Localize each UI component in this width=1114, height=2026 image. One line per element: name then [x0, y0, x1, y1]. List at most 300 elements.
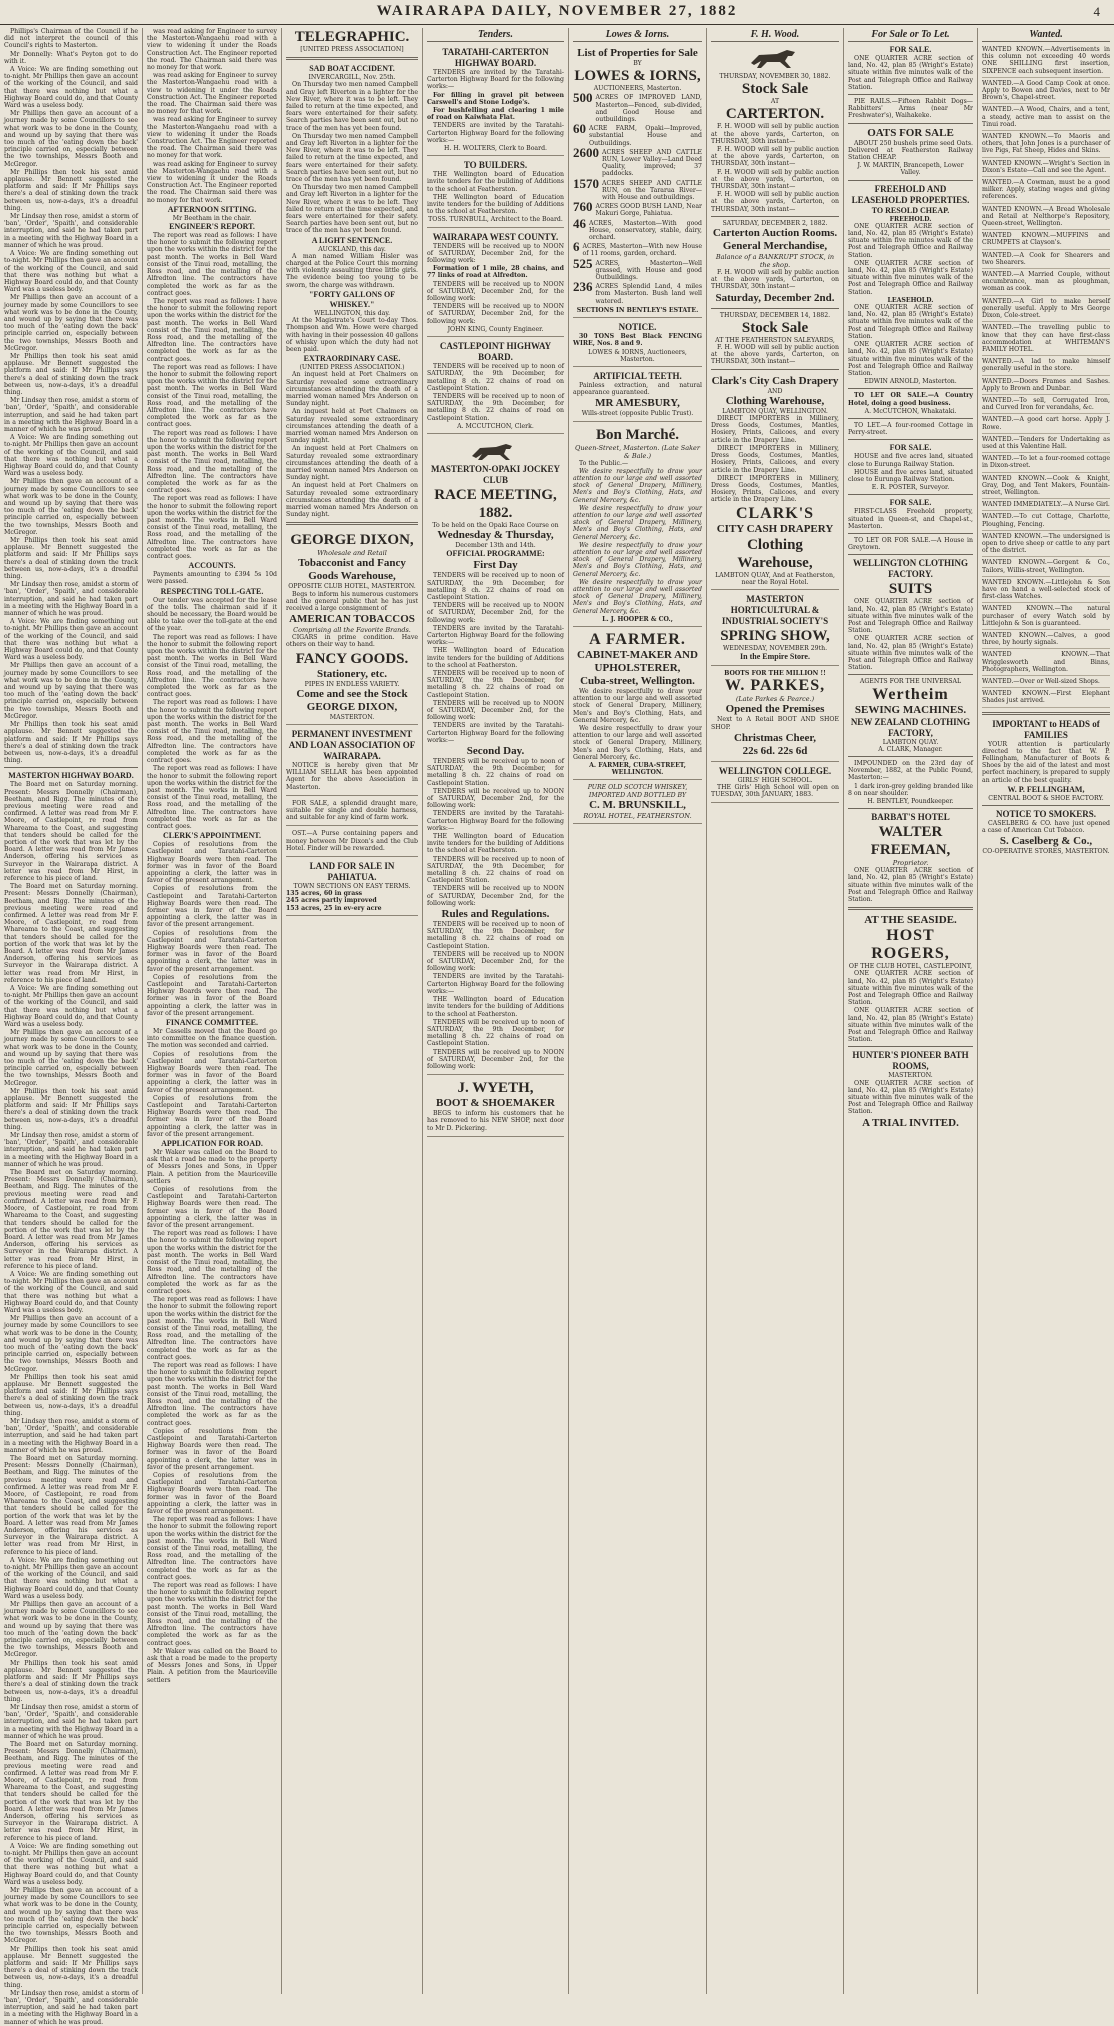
advertisement-parkes [711, 668, 839, 762]
paragraph: Mr Phillips then gave an account of a journey made by some Councillors to see what work was to be done in the County, and wound up by saying that there was too much of the 'eating down the back' principle carried on, especially between the two townships, Messrs Booth and McGregor. [4, 1029, 138, 1087]
ad-headline: CABINET-MAKER AND UPHOLSTERER, [577, 648, 698, 674]
paragraph: TENDERS will be received up to noon of SATURDAY, the 9th December, for metalling 8 ch. 22 chains of road on Castlepoint Station. [427, 363, 564, 392]
ad-headline: SUITS [888, 581, 933, 598]
paragraph: was read asking for Engineer to survey the Masterton-Wangaehu road with a view to widening it under the Roads Construction Act. The Engineer reported the road. The Chairman said there was no money for that work. [147, 160, 277, 204]
paragraph: The report was read as follows: I have the honor to submit the following report upon the works within the district for the past month. The works in Bell Ward consist of the Tinui road, metalling, the Ross road, and the metalling of the Alfredton line. The contractors have completed the work as far as the contract goes. [147, 429, 277, 495]
paragraph: The Board met on Saturday morning. Present: Messrs Donnelly (Chairman), Beetham, and Rigg. The minutes of the previous meeting were read and confirmed. A letter was read from Mr F. Moore, of Castlepoint, re road from Whareama to the Coast, and suggesting that tenders should be called for the portion of the work that was let by the Board. A letter was read from Mr James Anderson, offering his services as Surveyor in the Wairarapa district. A letter was read from Mr Hirst, in reference to his piece of land. [4, 883, 138, 984]
section-subheading: Mr Beetham in the chair. [172, 214, 252, 222]
lot-acreage: 2600 [573, 144, 599, 160]
paragraph: TENDERS will be received up to NOON of SATURDAY, December 2nd, for the following work: [427, 1048, 564, 1070]
paragraph: Begs to inform his numerous customers and the general public that he has just received a large consignment of [286, 590, 418, 612]
paragraph: TO LET.—A four-roomed Cottage in Perry-street. [848, 421, 973, 437]
paragraph: The report was read as follows: I have the honor to submit the following report upon the works within the district for the past month. The works in Bell Ward consist of the Tinui road, metalling, the Ross road, and the metalling of the Alfredton line. The contractors have completed the work as far as the contract goes. [147, 1230, 277, 1295]
ad-headline: ARTIFICIAL TEETH. [593, 370, 682, 381]
ad-line: TOWN SECTIONS ON EASY TERMS. [293, 883, 411, 891]
wanted-ad: WANTED KNOWN.—A Bread Wholesale and Retail at Nelthorpe's Repository, Queen-street, Wellington. [982, 205, 1110, 231]
paragraph: ONE QUARTER ACRE section of land, No. 42, plan 85 (Wright's Estate) situate within five minutes walk of the Post and Telegraph Office and Railway Station. [848, 1007, 973, 1044]
paragraph: Next to A Retail BOOT AND SHOE SHOP. [711, 716, 839, 731]
ad-line: AT [770, 98, 780, 106]
paragraph: F. H. WOOD will sell by public auction at the above yards, Carterton, on THURSDAY, 30th instant— [711, 191, 839, 213]
column-3 [282, 28, 423, 1994]
ad-line: FREEHOLD. [889, 215, 932, 223]
paragraph: TENDERS are invited by the Taratahi-Carterton Highway Board for the following works:— [427, 973, 564, 995]
land-lot: 153 acres, 25 in ev-ery acre [286, 904, 382, 912]
paragraph: For bushfelling and clearing 1 mile of road on Kaiwhata Flat. [427, 107, 564, 122]
paragraph: A Voice: We are finding something out to-night. Mr Phillips then gave an account of the working of the Council, and said that there was nothing but what a Highway Board could do, and that County Ward was a useless body. [4, 618, 138, 662]
ad-signature: A. MCCUTCHON, Clerk. [457, 422, 534, 430]
wanted-ad: WANTED.—A lad to make himself generally useful in the store. [982, 357, 1110, 375]
ad-subtitle: Balance of a BANKRUPT STOCK, in the shop. [715, 253, 835, 270]
paragraph: On Thursday two men named Campbell and Gray left Riverton in a lighter for the New River, where it was to be left. They failed to return at the time expected, and fears were entertained for their safety. Search parties have been sent out, but no trace of the men has yet been found. [286, 81, 418, 132]
paragraph: Mr Lindsay then rose, amidst a storm of 'ban', 'Order', 'Spaith', and considerable interruption, and said he had taken part in a meeting with the Highway Board in a manner of which he was proud. [4, 213, 138, 249]
advertisement-for-sale [286, 798, 418, 827]
wanted-ad: WANTED.—To sell, Corrugated Iron, and Curved Iron for verandahs, &c. [982, 396, 1110, 414]
ad-headline: IMPORTANT to HEADS of FAMILIES [992, 718, 1100, 740]
ad-line: SECTIONS IN BENTLEY'S ESTATE. [576, 306, 699, 314]
page-number: 4 [1093, 4, 1100, 19]
section-heading: FOR SALE. [889, 45, 932, 54]
sale-date: THURSDAY, NOVEMBER 30, 1882. [719, 73, 831, 80]
paragraph: Mr Phillips then gave an account of a journey made by some Councillors to see what work was to be done in the County, and wound up by saying that there was too much of the 'eating down the back' principle carried on, especially between the two townships, Messrs Booth and McGregor. [4, 1601, 138, 1659]
paragraph: IMPOUNDED on the 23rd day of November, 1882, at the Public Pound, Masterton:— [848, 760, 973, 782]
ad-line: AGENTS FOR THE UNIVERSAL [859, 678, 962, 686]
wanted-ad: WANTED.—Doors Frames and Sashes. Apply to Brown and Dunbar. [982, 377, 1110, 395]
paragraph: TENDERS are invited by the Taratahi-Carterton Highway Board for the following works:— [427, 69, 564, 91]
paragraph: DIRECT IMPORTERS in Millinery, Dress Goods, Costumes, Mantles, Hosiery, Prints, Calicoes, and every article in the Drapery Line. [711, 474, 839, 504]
wanted-ad: WANTED KNOWN.—Littlejohn & Son have on hand a well-selected stock of first-class Watches. [982, 578, 1110, 604]
lot-description: ACRE FARM, Opaki—Improved, substantial House and Outbuildings. [589, 125, 702, 147]
ad-headline: A TRIAL INVITED. [862, 1116, 959, 1129]
paragraph: The Board met on Saturday morning. Present: Messrs Donnelly (Chairman), Beetham, and Rigg. The minutes of the previous meeting were read and confirmed. A letter was read from Mr F. Moore, of Castlepoint, re road from Whareama to the Coast, and suggesting that tenders should be called for the portion of the work that was let by the Board. A letter was read from Mr James Anderson, offering his services as Surveyor in the Wairarapa district. A letter was read from Mr Hirst, in reference to his piece of land. [4, 1740, 138, 1842]
paragraph: An inquest held at Port Chalmers on Saturday revealed some extraordinary circumstances attending the death of a married woman named Mrs Anderson on Sunday night. [286, 445, 418, 482]
wanted-ad: WANTED KNOWN.—Cook & Knight, Gray, Dog, and Tent Makers, Fountain-street, Wellington. [982, 474, 1110, 500]
section-subheading: [UNITED PRESS ASSOCIATION] [300, 46, 404, 53]
ad-signature: H. BENTLEY, Poundkeeper. [867, 798, 954, 806]
paragraph: A Voice: We are finding something out to-night. Mr Phillips then gave an account of the working of the Council, and said that there was nothing but what a Highway Board could do, and that County Ward was a useless body. [4, 66, 138, 110]
paragraph: A Voice: We are finding something out to-night. Mr Phillips then gave an account of the working of the Council, and said that there was nothing but what a Highway Board could do, and that County Ward was a useless body. [4, 434, 138, 478]
advertiser-name: Clark's City Cash Drapery [711, 374, 839, 387]
paragraph: Mr Phillips then gave an account of a journey made by some Councillors to see what work was to be done in the County, and wound up by saying that there was too much of the 'eating down the back' principle carried on, especially between the two townships, Messrs Booth and McGregor. [4, 1886, 138, 1945]
section-heading: EXTRAORDINARY CASE. [303, 354, 401, 364]
ad-headline: SEWING MACHINES. [854, 703, 967, 716]
paragraph: TENDERS will be received up to noon of SATURDAY, the 9th December, for metalling 8 ch. 22 chains of road on Castlepoint Station. [427, 921, 564, 950]
paragraph: Mr Cassells moved that the Board go into committee on the finance question. The motion was seconded and carried. [147, 1028, 277, 1050]
paragraph: Copies of resolutions from the Castlepoint and Taratahi-Carterton Highway Boards were then read. The former was in favor of the Board appointing a clerk, the latter was in favor of the present arrangement. [147, 1050, 277, 1094]
paragraph: TENDERS will be received up to noon of SATURDAY, the 9th December, for metalling 8 ch. 22 chains of road on Castlepoint Station. [427, 392, 564, 422]
ad-line: PURE OLD SCOTCH WHISKEY, IMPORTED AND BOTTLED BY [587, 784, 688, 799]
property-lot [573, 175, 702, 202]
paragraph: THE Wellington board of Education invite tenders for the building of Additions to the school at Featherston. [427, 171, 564, 193]
sale-date: THURSDAY, DECEMBER 14, 1882. [719, 311, 831, 319]
ad-headline: Carterton Auction Rooms. [712, 227, 838, 240]
lot-acreage: 500 [573, 90, 593, 106]
horse-icon [743, 45, 807, 71]
property-lot [573, 90, 702, 124]
ad-headline: Clothing Warehouse, [737, 536, 813, 571]
paragraph: Copies of resolutions from the Castlepoint and Taratahi-Carterton Highway Boards were then read. The former was in favor of the Board appointing a clerk, the latter was in favor of the present arrangement. [147, 885, 277, 929]
ad-subtitle: CENTRAL BOOT & SHOE FACTORY. [988, 794, 1104, 802]
paragraph: We desire respectfully to draw your attention to our large and well assorted stock of General Drapery, Millinery, Men's and Boy's Clothing, Hats, and General Mercery, &c. [573, 578, 702, 615]
advertisement-college [711, 764, 839, 804]
paragraph: THE Wellington board of Education invite tenders for the building of Additions to the school at Featherston. [427, 193, 564, 216]
ad-line: In the Empire Store. [740, 652, 810, 662]
paragraph: ONE QUARTER ACRE section of land, No. 42, plan 85 (Wright's Estate) situate within five minutes walk of the Post and Telegraph Office and Railway Station. [848, 304, 973, 340]
lot-description: ACRES SHEEP AND CATTLE RUN, Lower Valley—Land Deed Quality, improved; 37 paddocks. [602, 148, 702, 178]
advertisement-bon-marche [573, 424, 702, 627]
paragraph: The report was read as follows: I have the honor to submit the following report upon the works within the district for the past month. The works in Bell Ward consist of the Tinui road, metalling, the Ross road, and the metalling of the Alfredton line. The contractors have completed the work as far as the contract goes. [147, 1516, 277, 1581]
lot-description: ACRES, Masterton—With new House of 11 rooms, garden, orchard. [582, 243, 702, 258]
paragraph: ONE QUARTER ACRE section of land, No. 42, plan 85 (Wright's Estate) situate within five minutes walk of the Post and Telegraph Office and Railway Station. [848, 55, 973, 91]
paragraph: ONE QUARTER ACRE section of land, No. 42, plan 85 (Wright's Estate) situate within five minutes walk of the Post and Telegraph Office and Railway Station. [848, 1079, 973, 1116]
ad-line: WEDNESDAY, NOVEMBER 29th. [722, 644, 828, 652]
ad-subtitle: Comprising all the Favorite Brands. [293, 626, 411, 635]
ad-headline: Second Day. [466, 745, 525, 757]
paragraph: 1 dark iron-grey gelding branded like 8 on near shoulder. [848, 782, 973, 797]
paragraph: F. H. WOOD will sell by public auction at the above yards, Carterton, on THURSDAY, 30th instant— [711, 168, 839, 191]
section-heading: ENGINEER'S REPORT. [169, 222, 255, 232]
dateline: INVERCARGILL, Nov. 25th. [308, 74, 396, 82]
paragraph: Mr Donnelly: What's Peyton got to do with it. [4, 50, 138, 65]
paragraph: The report was read as follows: I have the honor to submit the following report upon the works within the district for the past month. The works in Bell Ward consist of the Tinui road, metalling, the Ross road, and the metalling of the Alfredton line. The contractors have completed the work as far as the contract goes. [147, 1361, 277, 1427]
ad-headline: WELLINGTON COLLEGE. [718, 765, 832, 776]
ad-headline: SPRING SHOW, [720, 627, 830, 644]
advertisement-race-meeting [427, 436, 564, 1075]
paragraph: We desire respectfully to draw your attention to our large and well assorted stock of General Drapery, Millinery, Men's and Boy's Clothing, Hats, and General Mercery, &c. [573, 725, 702, 761]
ad-signature: EDWIN ARNOLD, Masterton. [864, 378, 957, 386]
ad-subtitle: GIRLS' HIGH SCHOOL. [737, 776, 813, 784]
ad-subtitle: Wholesale and Retail [317, 549, 387, 558]
ad-signature: E. R. POSTER, Surveyor. [871, 484, 950, 492]
column-2 [143, 28, 282, 1994]
advertisement-permanent [286, 727, 418, 796]
advertiser-name: W. PARKES, [724, 677, 826, 695]
ad-headline: PERMANENT INVESTMENT AND LOAN ASSOCIATION OF WAIRARAPA. [288, 729, 416, 761]
ad-headline: Saturday, December 2nd. [715, 291, 835, 304]
paragraph: A man named William Hisler was charged at the Police Court this morning with violently assaulting three little girls. The evidence being too young to be sworn, the charge was withdrawn. [286, 252, 418, 289]
paragraph: The report was read as follows: I have the honor to submit the following report upon the works within the district for the past month. The works in Bell Ward consist of the Tinui road, metalling, the Ross road, and the metalling of the Alfredton line. The contractors have completed the work as far as the contract goes. [147, 1296, 277, 1361]
ad-subtitle: Proprietor. [892, 859, 929, 868]
wanted-ad: WANTED KNOWN.—The undersigned is open to drive sheep or cattle to any part of the district. [982, 532, 1110, 558]
advertisement-lowes-iorns [573, 45, 702, 318]
advertisement-castlepoint [427, 339, 564, 434]
ad-headline: Tobacconist and Fancy Goods Warehouse, [298, 557, 406, 583]
wanted-ad: WANTED KNOWN.—First Elephant Shades just arrived. [982, 689, 1110, 707]
paragraph: On Thursday two men named Campbell and Gray left Riverton in a lighter for the New River, where it was to be left. They failed to return at the time expected, and fears were entertained for their safety. Search parties have been sent out, but no trace of the men has yet been found. [286, 132, 418, 184]
lot-description: ACRES, Masterton—Well grassed, with House and good Outbuildings. [595, 259, 702, 282]
dateline: AUCKLAND, this day. [318, 245, 386, 253]
advertisement-artificial-teeth [573, 369, 702, 422]
ad-subtitle: OF THE CLUB HOTEL, CASTLEPOINT, [848, 963, 973, 971]
paragraph: An inquest held at Port Chalmers on Saturday revealed some extraordinary circumstances attending the death of a married woman named Mrs Anderson on Sunday night. [286, 371, 418, 408]
paragraph: TENDERS will be received up to noon of SATURDAY, the 9th December, for metalling 8 ch. 22 chains of road on Castlepoint Station. [427, 758, 564, 787]
ad-headline: WELLINGTON CLOTHING FACTORY. [852, 558, 969, 580]
advertiser-name: CLARK'S [735, 504, 815, 522]
ad-headline: TO BUILDERS. [463, 160, 528, 171]
ad-address: OPPOSITE CLUB HOTEL, MASTERTON. [288, 583, 416, 591]
advertiser-name: MR AMESBURY, [595, 397, 680, 410]
paragraph: Our tender was accepted for the lease of the tolls. The chairman said if it should be necessary, the Board would be able to take over the toll-gate at the end of the year. [147, 596, 277, 633]
paragraph: Copies of resolutions from the Castlepoint and Taratahi-Carterton Highway Boards were then read. The former was in favor of the Board appointing a clerk, the latter was in favor of the present arrangement. [147, 1471, 277, 1515]
ad-headline: NEW ZEALAND CLOTHING FACTORY, [850, 716, 971, 738]
paragraph: ABOUT 250 bushels prime seed Oats. Delivered at Featherston Railway Station CHEAP. [848, 139, 973, 162]
advertiser-name: GEORGE DIXON, [290, 532, 414, 549]
ad-headline: CITY CASH DRAPERY [716, 522, 834, 535]
property-list [573, 90, 702, 305]
ad-signature: L. J. HOOPER & CO., [602, 615, 673, 623]
paragraph: TENDERS are invited by the Taratahi-Carterton Highway Board for the following works:— [427, 122, 564, 144]
paragraph: TENDERS will be received up to noon of SATURDAY, the 9th December, for metalling 8 ch. 22 chains of road on Castlepoint Station. [427, 855, 564, 885]
paragraph: Mr Phillips then gave an account of a journey made by some Councillors to see what work was to be done in the County, and wound up by saying that there was too much of the 'eating down the back' principle carried on, especially between the two townships, Messrs Booth and McGregor. [4, 1315, 138, 1373]
advertisement-brunskill [573, 782, 702, 823]
wanted-ad: WANTED.—Over or Well-sized Shops. [982, 677, 1110, 688]
paragraph: Copies of resolutions from the Castlepoint and Taratahi-Carterton Highway Boards were then read. The former was in favor of the Board appointing a clerk, the latter was in favor of the present arrangement. [147, 1186, 277, 1230]
ad-headline: Stationery, etc. [317, 667, 387, 680]
paragraph: We desire respectfully to draw your attention to our large and well assorted stock of General Drapery, Millinery, Men's and Boy's Clothing, Hats, and General Mercery, &c. [573, 687, 702, 724]
ad-address: MASTERTON. [329, 713, 375, 721]
paragraph: A Voice: We are finding something out to-night. Mr Phillips then gave an account of the working of the Council, and said that there was nothing but what a Highway Board could do, and that County Ward was a useless body. [4, 1556, 138, 1600]
advertisement-lost-purse [286, 828, 418, 857]
paragraph: ONE QUARTER ACRE section of land, No. 42, plan 85 (Wright's Estate) situate within five minutes walk of the Post and Telegraph Office and Railway Station. [848, 222, 973, 259]
paragraph: Copies of resolutions from the Castlepoint and Taratahi-Carterton Highway Boards were then read. The former was in favor of the Board appointing a clerk, the latter was in favor of the present arrangement. [147, 973, 277, 1017]
ad-signature: LOWES & IORNS, Auctioneers, Masterton. [588, 348, 687, 363]
advertisement-spring-show [711, 592, 839, 666]
ad-headline: Clothing Warehouse, [725, 394, 825, 407]
column-8 [978, 28, 1114, 1994]
paragraph: Mr Waker was called on the Board to ask that a road be made to the property of Messrs Jones and Sons, in Upper Plain. A petition from the Mauriceville settlers [147, 1149, 277, 1185]
ad-signature: A. McCUTCHON, Whakataki. [864, 407, 957, 415]
paragraph: TO LET OR SALE.—A Country Hotel, doing a good business. [848, 392, 973, 407]
paragraph: Mr Lindsay then rose, amidst a storm of 'ban', 'Order', 'Spaith', and considerable interruption, and said he had taken part in a meeting with the Highway Board in a manner of which he was proud. [4, 1417, 138, 1454]
dateline: WELLINGTON, this day. [314, 309, 390, 317]
property-lot [573, 279, 702, 305]
paragraph: TENDERS will be received up to noon of SATURDAY, the 9th December, for metalling 8 ch. 22 chains of road on Castlepoint Station. [427, 669, 564, 699]
paragraph: Payments amounting to £394 5s 10d were passed. [147, 571, 277, 586]
lot-acreage: 525 [573, 255, 593, 271]
paragraph: ONE QUARTER ACRE section of land, No. 42, plan 85 (Wright's Estate) situate within five minutes walk of the Post and Telegraph Office and Railway Station. [848, 598, 973, 635]
paragraph: An inquest held at Port Chalmers on Saturday revealed some extraordinary circumstances attending the death of a married woman named Mrs Anderson on Sunday night. [286, 408, 418, 445]
section-heading: FOR SALE. [889, 443, 932, 453]
lot-description: ACRES SHEEP AND CATTLE RUN, on the Tararua River—with House and outbuildings. [602, 179, 702, 202]
ad-address: ROYAL HOTEL, FEATHERSTON. [583, 811, 692, 820]
advertiser-name: C. M. BRUNSKILL, [589, 798, 686, 811]
paragraph: Mr Waker was called on the Board to ask that a road be made to the property of Messrs Jones and Sons, in Upper Plain. A petition from the Mauriceville settlers [147, 1647, 277, 1684]
ad-signature: JOHN KING, County Engineer. [447, 325, 544, 333]
paragraph: YOUR attention is particularly directed to the fact that W. P. Fellingham, Manufacturer of Boots & Shoes by the aid of the latest and most perfect machinery, is prepared to supply an article of the best quality. [982, 740, 1110, 784]
paragraph: Mr Phillips then took his seat amid applause. Mr Bennett suggested the platform and said: If Mr Phillips says there's a deal of stinking down the track between us, now-a-days, it's a dreadful thing. [4, 1945, 138, 1989]
ad-line: PIPES IN ENDLESS VARIETY. [304, 680, 400, 688]
paragraph: CASELBERG & CO. have just opened a case of American Cut Tobacco. [982, 820, 1110, 835]
paragraph: Mr Phillips then took his seat amid applause. Mr Bennett suggested the platform and said: If Mr Phillips says there's a deal of stinking down the track between us, now-a-days, it's a dreadful thing. [4, 721, 138, 765]
advertisement-land [286, 859, 418, 916]
paragraph: Formation of 1 mile, 28 chains, and 77 links of road at Alfredton. [427, 265, 564, 280]
paragraph: At the Magistrate's Court to-day Thos. Thompson and Wm. Howe were charged with having in their possession 40 gallons of whisky upon which the duty had not been paid. [286, 317, 418, 353]
wanted-ad: WANTED.—A Good Camp Cook at once. Apply to Bowen and Davies, next to Mr Brown's, Chapel-street. [982, 79, 1110, 105]
advertisement-notice [573, 320, 702, 367]
ad-signature: A. FARMER, CUBA-STREET, WELLINGTON. [589, 762, 686, 777]
ad-headline: WAIRARAPA WEST COUNTY. [432, 231, 559, 242]
paragraph: THE Wellington board of Education invite tenders for the building of Additions to the school at Featherston. [427, 996, 564, 1018]
wanted-ad: WANTED.—A Wood, Chairs, and a tent, a steady, active man to assist on the Tinui road. [982, 105, 1110, 131]
paragraph: On Thursday two men named Campbell and Gray left Riverton in a lighter for the New River, where it was to be left. They failed to return at the time expected, and fears were entertained for their safety. Search parties have been sent out, but no trace of the men has yet been found. [286, 184, 418, 235]
advertiser-name: J. WYETH, [457, 1080, 534, 1097]
section-heading: APPLICATION FOR ROAD. [161, 1139, 263, 1149]
paragraph: FOR SALE, a splendid draught mare, suitable for single and double harness, and suitable for any kind of farm work. [286, 799, 418, 822]
paragraph: The report was read as follows: I have the honor to submit the following report upon the works within the district for the past month. The works in Bell Ward consist of the Tinui road, metalling, the Ross road, and the metalling of the Alfredton line. The contractors have completed the work as far as the contract goes. [147, 297, 277, 363]
paragraph: was read asking for Engineer to survey the Masterton-Wangaehu road with a view to widening it under the Roads Construction Act. The Engineer reported the road. The Chairman said there was no money for that work. [147, 28, 277, 72]
ad-address: LAMBTON QUAY, And at Featherston, near the Royal Hotel. [715, 571, 835, 586]
wanted-ad: WANTED.—Tenders for Undertaking as used at this Valentine Hall. [982, 435, 1110, 453]
section-heading: RESPECTING TOLL-GATE. [160, 586, 264, 596]
ad-headline: OATS FOR SALE [867, 126, 954, 139]
lot-description: ACRES GOOD BUSH LAND, Near Makuri Gorge, Pahiatua. [595, 203, 702, 218]
wanted-ad: WANTED KNOWN.—To Maoris and others, that John Jones is a purchaser of live Pigs, Fat Sheep, Hides and Skins. [982, 132, 1110, 158]
paragraph: Copies of resolutions from the Castlepoint and Taratahi-Carterton Highway Boards were then read. The former was in favor of the Board appointing a clerk, the latter was in favor of the present arrangement. [147, 929, 277, 973]
paragraph: Mr Phillips then gave an account of a journey made by some Councillors to see what work was to be done in the County, and wound up by saying that there was too much of the 'eating down the back' principle carried on, especially between the two townships, Messrs Booth and McGregor. [4, 478, 138, 536]
paragraph: TO LET OR FOR SALE.—A House in Greytown. [848, 536, 973, 552]
column-heading: F. H. Wood. [711, 28, 839, 42]
paragraph: BEGS to inform his customers that he has removed to his NEW SHOP, next door to Mr D. Pickering. [427, 1110, 564, 1132]
paragraph: ONE QUARTER ACRE section of land, No. 42, plan 85 (Wright's Estate) situate within five minutes walk of the Post and Telegraph Office and Railway Station. [848, 970, 973, 1007]
advertisement-george-dixon [286, 529, 418, 725]
paragraph: Mr Phillips then took his seat amid applause. Mr Bennett suggested the platform and said: If Mr Phillips says there's a deal of stinking down the track between us, now-a-days, it's a dreadful thing. [4, 168, 138, 212]
section-heading: MASTERTON HIGHWAY BOARD. [8, 771, 134, 781]
lot-description: ACRES, Masterton—With good House, conservatory, stable, dairy, orchard. [589, 219, 702, 242]
paragraph: FIRST-CLASS Freehold property, situated in Queen-st, and Chapel-st., Masterton. [848, 508, 973, 530]
paragraph: Mr Lindsay then rose, amidst a storm of 'ban', 'Order', 'Spaith', and considerable interruption, and said he had taken part in a meeting with the Highway Board in a manner of which he was proud. [4, 1703, 138, 1740]
paragraph: The report was read as follows: I have the honor to submit the following report upon the works within the district for the past month. The works in Bell Ward consist of the Tinui road, metalling, the Ross road, and the metalling of the Alfredton line. The contractors have completed the work as far as the contract goes. [147, 232, 277, 297]
paragraph: Copies of resolutions from the Castlepoint and Taratahi-Carterton Highway Boards were then read. The former was in favor of the Board appointing a clerk, the latter was in favor of the present arrangement. [147, 841, 277, 885]
advertiser-name: S. Caselberg & Co., [999, 835, 1093, 848]
ad-headline: NOTICE. [618, 322, 657, 333]
section-heading: "FORTY GALLONS OF WHISKEY." [308, 289, 396, 309]
ad-headline: CARTERTON. [725, 106, 825, 123]
section-heading: FOR SALE. [889, 498, 932, 508]
property-lot [573, 144, 702, 178]
ad-headline: Rules and Regulations. [441, 908, 550, 921]
wanted-ad: WANTED KNOWN.—Advertisements in this column not exceeding 40 words ONE SHILLING first insertion, SIXPENCE each subsequent insertion. [982, 45, 1110, 78]
land-lot: 135 acres, 60 in grass [286, 890, 363, 898]
paragraph: Mr Phillips then gave an account of a journey made by some Councillors to see what work was to be done in the County, and wound up by saying that there was too much of the 'eating down the back' principle carried on, especially between the two townships, Messrs Booth and McGregor. [4, 294, 138, 352]
property-lot [573, 199, 702, 218]
paragraph: F. H. WOOD will sell by public auction at the above yards, Carterton, on THURSDAY, 30th instant— [711, 344, 839, 366]
ad-headline: LAND FOR SALE IN PAHIATUA. [309, 861, 395, 883]
ad-headline: RACE MEETING, 1882. [434, 486, 557, 521]
paragraph: NOTICE is hereby given that Mr WILLIAM SELLAR has been appointed Agent for the above Association in Masterton. [286, 762, 418, 791]
property-lot [573, 255, 702, 282]
wanted-ad: WANTED KNOWN.—That Wrigglesworth and Binns, Photographers, Wellington. [982, 650, 1110, 676]
paragraph: Copies of resolutions from the Castlepoint and Taratahi-Carterton Highway Boards were then read. The former was in favor of the Board appointing a clerk, the latter was in favor of the present arrangement. [147, 1427, 277, 1471]
paragraph: The report was read as follows: I have the honor to submit the following report upon the works within the district for the past month. The works in Bell Ward consist of the Tinui road, metalling, the Ross road, and the metalling of the Alfredton line. The contractors have completed the work as far as the contract goes. [147, 495, 277, 561]
masthead-title: WAIRARAPA DAILY, NOVEMBER 27, 1882 [376, 3, 738, 19]
paragraph: ONE QUARTER ACRE section of land, No. 42, plan 85 (Wright's Estate) situate within five minutes walk of the Post and Telegraph Office and Railway Station. [848, 635, 973, 672]
advertisement-builders [427, 158, 564, 227]
ad-subtitle: (Late Parkes & Pearce.) [735, 695, 815, 704]
paragraph: The report was read as follows: I have the honor to submit the following report upon the works within the district for the past month. The works in Bell Ward consist of the Tinui road, metalling, the Ross road, and the metalling of the Alfredton line. The contractors have completed the work as far as the contract goes. [147, 699, 277, 765]
paragraph: Mr Phillips then took his seat amid applause. Mr Bennett suggested the platform and said: If Mr Phillips says there's a deal of stinking down the track between us, now-a-days, it's a dreadful thing. [4, 1087, 138, 1131]
paragraph: ONE QUARTER ACRE section of land, No. 42, plan 85 (Wright's Estate) situate within five minutes walk of the Post and Telegraph Office and Railway Station. [848, 259, 973, 296]
ad-headline: HUNTER'S PIONEER BATH ROOMS, [852, 1050, 969, 1072]
advertisement-wyeth [427, 1077, 564, 1137]
paragraph: An inquest held at Port Chalmers on Saturday revealed some extraordinary circumstances attending the death of a married woman named Mrs Anderson on Sunday night. [286, 482, 418, 519]
wanted-ad: WANTED.—To cut Cottage, Charlotte, Ploughing, Fencing. [982, 512, 1110, 530]
lot-acreage: 60 [573, 121, 586, 137]
paragraph: A Voice: We are finding something out to-night. Mr Phillips then gave an account of the working of the Council, and said that there was nothing but what a Highway Board could do, and that County Ward was a useless body. [4, 1842, 138, 1886]
advertiser-name: LOWES & IORNS, [574, 68, 701, 85]
section-subheading: (UNITED PRESS ASSOCIATION.) [299, 364, 405, 372]
column-heading: Wanted. [982, 28, 1110, 42]
ad-headline: CASTLEPOINT HIGHWAY BOARD. [439, 341, 552, 363]
advertiser-name: A FARMER. [589, 630, 686, 648]
paragraph: Painless extraction, and natural appearance guaranteed. [573, 381, 702, 397]
paragraph: THE Girls' High School will open on TUESDAY, 30th JANUARY, 1883. [711, 783, 839, 799]
section-heading: SAD BOAT ACCIDENT. [309, 64, 395, 74]
advertiser-name: W. P. FELLINGHAM, [1007, 784, 1085, 794]
paragraph: THE Wellington board of Education invite tenders for the building of Additions to the school at Featherston. [427, 647, 564, 669]
section-heading: A LIGHT SENTENCE. [311, 235, 393, 245]
paragraph: Mr Phillips then gave an account of a journey made by some Councillors to see what work was to be done in the County, and wound up by saying that there was too much of the 'eating down the back' principle carried on, especially between the two townships, Messrs Booth and McGregor. [4, 110, 138, 168]
ad-line: LEASEHOLD. [887, 296, 934, 304]
paragraph: Mr Lindsay then rose, amidst a storm of 'ban', 'Order', 'Spaith', and considerable interruption, and said he had taken part in a meeting with the Highway Board in a manner of which he was proud. [4, 1989, 138, 2026]
ad-line: AND [767, 387, 783, 395]
paragraph: Mr Phillips then took his seat amid applause. Mr Bennett suggested the platform and said: If Mr Phillips says there's a deal of stinking down the track between us, now-a-days, it's a dreadful thing. [4, 537, 138, 581]
ad-headline: General Merchandise, [722, 240, 828, 253]
property-lot [573, 215, 702, 242]
advertisement-tender [427, 45, 564, 156]
paragraph: A Voice: We are finding something out to-night. Mr Phillips then gave an account of the working of the Council, and said that there was nothing but what a Highway Board could do, and that County Ward was a useless body. [4, 250, 138, 294]
wanted-ad: WANTED.—A Girl to make herself generally useful. Apply to Mrs George Dixon, Cole-street. [982, 297, 1110, 323]
paragraph: The Board met on Saturday morning. Present: Messrs Donnelly (Chairman), Beetham, and Rigg. The minutes of the previous meeting were read and confirmed. A letter was read from Mr F. Moore, of Castlepoint, re road from Whareama to the Coast, and suggesting that tenders should be called for the portion of the work that was let by the Board. A letter was read from Mr James Anderson, offering his services as Surveyor in the Wairarapa district. A letter was read from Mr Hirst, in reference to his piece of land. [4, 1169, 138, 1270]
masthead [0, 0, 1114, 25]
advertisement-clarks [711, 373, 839, 590]
paragraph: F. H. WOOD will sell by public auction at the above yards, Carterton, on THURSDAY, 30th instant— [711, 123, 839, 145]
lot-acreage: 760 [573, 199, 593, 215]
ad-headline: FANCY GOODS. [295, 650, 409, 667]
wanted-ad: WANTED.—To let a four-roomed cottage in Dixon-street. [982, 454, 1110, 472]
ad-line: BY [633, 60, 642, 67]
paragraph: We desire respectfully to draw your attention to our large and well assorted stock of General Drapery, Millinery, Men's and Boy's Clothing, Hats, and General Mercery, &c. [573, 504, 702, 541]
advertiser-name: WALTER FREEMAN, [870, 824, 951, 859]
paragraph: TENDERS will be received up to NOON of SATURDAY, December 2nd, for the following work: [427, 602, 564, 624]
ad-address: MASTERTON. [888, 1072, 933, 1080]
paragraph: 30 TONS Best Black FENCING WIRE, Nos. 8 and 9. [573, 333, 702, 348]
paragraph: CIGARS in prime condition. Have others on their way to hand. [286, 634, 418, 649]
ad-headline: FREEHOLD AND LEASEHOLD PROPERTIES. [851, 183, 970, 205]
section-heading: TELEGRAPHIC. [294, 29, 410, 45]
ad-headline: Opened the Premises [725, 703, 825, 716]
column-heading: For Sale or To Let. [848, 28, 973, 42]
advertiser-name: Bon Marché. [595, 426, 680, 443]
ad-subtitle: TO RESOLD CHEAP. [871, 205, 950, 215]
wanted-ad: WANTED KNOWN.—Calves, a good three, by hourly signals. [982, 631, 1110, 649]
paragraph: F. H. WOOD will sell by public auction at the above yards, Carterton, on THURSDAY, 30th instant— [711, 269, 839, 291]
ad-headline: MASTERTON HORTICULTURAL & INDUSTRIAL SOCIETY'S [721, 593, 829, 626]
paragraph: Mr Phillips then took his seat amid applause. Mr Bennett suggested the platform and said: If Mr Phillips says there's a deal of stinking down the track between us, now-a-days, it's a dreadful thing. [4, 1659, 138, 1703]
land-lot: 245 acres partly improved [286, 897, 377, 905]
wanted-ad: WANTED KNOWN.—The natural purchaser of every Watch sold by Littlejohn & Son is guaranteed. [982, 604, 1110, 630]
ad-signature: GEORGE DIXON, [306, 700, 398, 713]
wanted-ad: WANTED KNOWN.—Wright's Section in Dixon's Estate—Call and see the Agent. [982, 159, 1110, 177]
column-1 [0, 28, 143, 2026]
wanted-ad: WANTED KNOWN.—Gergent & Co., Tailors, Willis-street, Wellington. [982, 558, 1110, 576]
paragraph: TENDERS will be received up to noon of SATURDAY, the 9th December, for metalling 8 ch. 22 chains of road on Castlepoint Station. [427, 1018, 564, 1048]
paragraph: TENDERS will be received up to noon of SATURDAY, the 9th December, for metalling 8 ch. 22 chains of road on Castlepoint Station. [427, 572, 564, 601]
paragraph: The Board met on Saturday morning. Present: Messrs Donnelly (Chairman), Beetham, and Rigg. The minutes of the previous meeting were read and confirmed. A letter was read from Mr F. Moore, of Castlepoint, re road from Whareama to the Coast, and suggesting that tenders should be called for the portion of the work that was let by the Board. A letter was read from Mr James Anderson, offering his services as Surveyor in the Wairarapa district. A letter was read from Mr Hirst, in reference to his piece of land. [4, 781, 138, 882]
paragraph: was read asking for Engineer to survey the Masterton-Wangaehu road with a view to widening it under the Roads Construction Act. The Engineer reported the road. The Chairman said there was no money for that work. [147, 72, 277, 116]
paragraph: THE Wellington board of Education invite tenders for the building of Additions to the school at Featherston. [427, 833, 564, 855]
paragraph: PIE RAILS.—Fifteen Rabbit Dogs—Rabbitters' Arms (near Mr Freshwater's), Waihakeke. [848, 98, 973, 120]
ad-subtitle: CO-OPERATIVE STORES, MASTERTON. [982, 848, 1110, 856]
paragraph: We desire respectfully to draw your attention to our large and well assorted stock of General Drapery, Millinery, Men's and Boy's Clothing, Hats, and General Mercery, &c. [573, 541, 702, 578]
